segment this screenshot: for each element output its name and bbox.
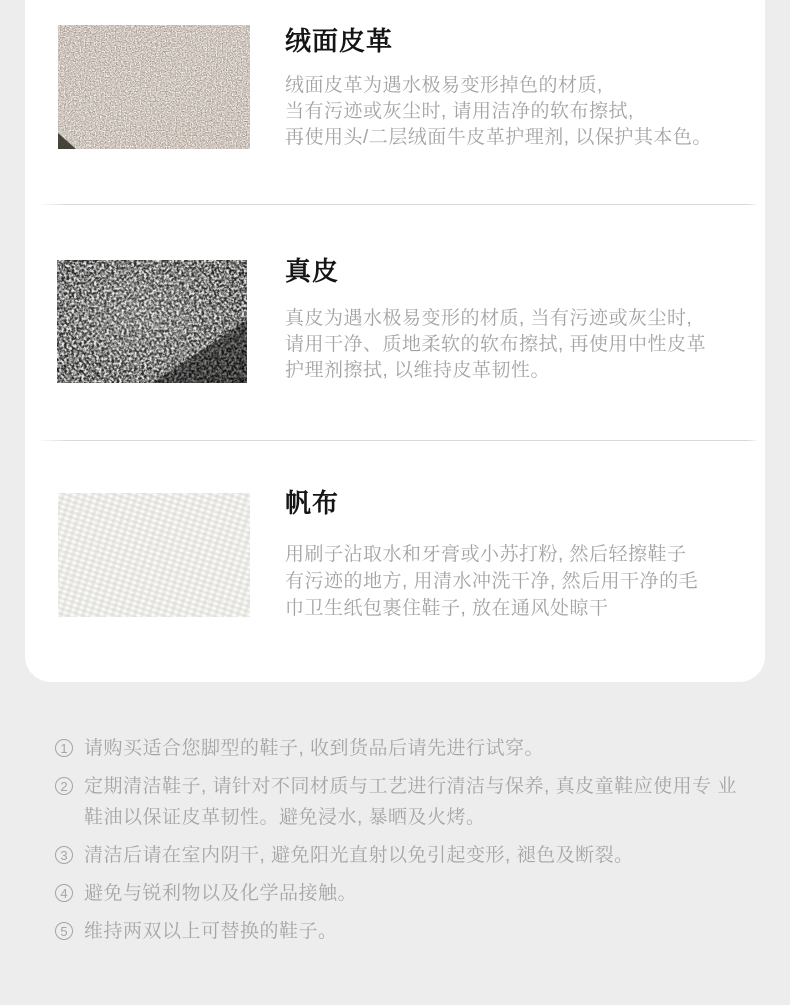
note-text — [84, 916, 338, 947]
body-line: 请用干净、质地柔软的软布擦拭, 再使用中性皮革 — [285, 334, 707, 355]
section-title-leather: 真皮 — [285, 256, 340, 286]
body-line: 再使用头/二层绒面牛皮革护理剂, 以保护其本色。 — [285, 127, 712, 148]
list-item — [55, 878, 745, 909]
section-title-canvas: 帆布 — [285, 488, 340, 518]
note-line: 清洁后请在室内阴干, 避免阳光直射以免引起变形, 褪色及断裂。 — [84, 845, 634, 866]
list-item — [55, 733, 745, 764]
section-body-canvas — [285, 541, 698, 622]
circled-number: 1 — [55, 739, 73, 757]
canvas-swatch-image — [58, 493, 250, 617]
material-care-card — [25, 0, 765, 682]
section-body-leather — [285, 306, 706, 384]
circled-number: 4 — [55, 884, 73, 902]
list-item — [55, 771, 745, 833]
note-line: 业鞋油以保证皮革韧性。避免浸水, 暴晒及火烤。 — [84, 776, 737, 828]
body-line: 用刷子沾取水和牙膏或小苏打粉, 然后轻擦鞋子 — [285, 544, 687, 565]
suede-swatch-image — [58, 25, 250, 149]
note-line: 避免与锐利物以及化学品接触。 — [84, 883, 358, 904]
section-body-suede — [285, 73, 712, 151]
section-divider — [35, 440, 759, 441]
note-text — [84, 840, 634, 871]
circled-number: 2 — [55, 777, 73, 795]
body-line: 绒面皮革为遇水极易变形掉色的材质, — [285, 75, 603, 96]
note-text — [84, 771, 745, 833]
body-line: 真皮为遇水极易变形的材质, 当有污迹或灰尘时, — [285, 308, 693, 329]
note-text — [84, 733, 544, 764]
note-line: 维持两双以上可替换的鞋子。 — [84, 921, 338, 942]
note-line: 请购买适合您脚型的鞋子, 收到货品后请先进行试穿。 — [84, 738, 545, 759]
care-notes-list — [55, 733, 745, 954]
section-divider — [35, 204, 759, 205]
body-line: 护理剂擦拭, 以维持皮革韧性。 — [285, 360, 551, 381]
section-title-suede: 绒面皮革 — [285, 26, 394, 56]
list-item — [55, 840, 745, 871]
note-line: 定期清洁鞋子, 请针对不同材质与工艺进行清洁与保养, 真皮童鞋应使用专 — [84, 776, 712, 797]
list-item — [55, 916, 745, 947]
leather-swatch-image — [57, 260, 247, 383]
note-text — [84, 878, 357, 909]
body-line: 巾卫生纸包裹住鞋子, 放在通风处晾干 — [285, 598, 609, 619]
body-line: 当有污迹或灰尘时, 请用洁净的软布擦拭, — [285, 101, 634, 122]
circled-number: 3 — [55, 846, 73, 864]
circled-number: 5 — [55, 922, 73, 940]
body-line: 有污迹的地方, 用清水冲洗干净, 然后用干净的毛 — [285, 571, 699, 592]
